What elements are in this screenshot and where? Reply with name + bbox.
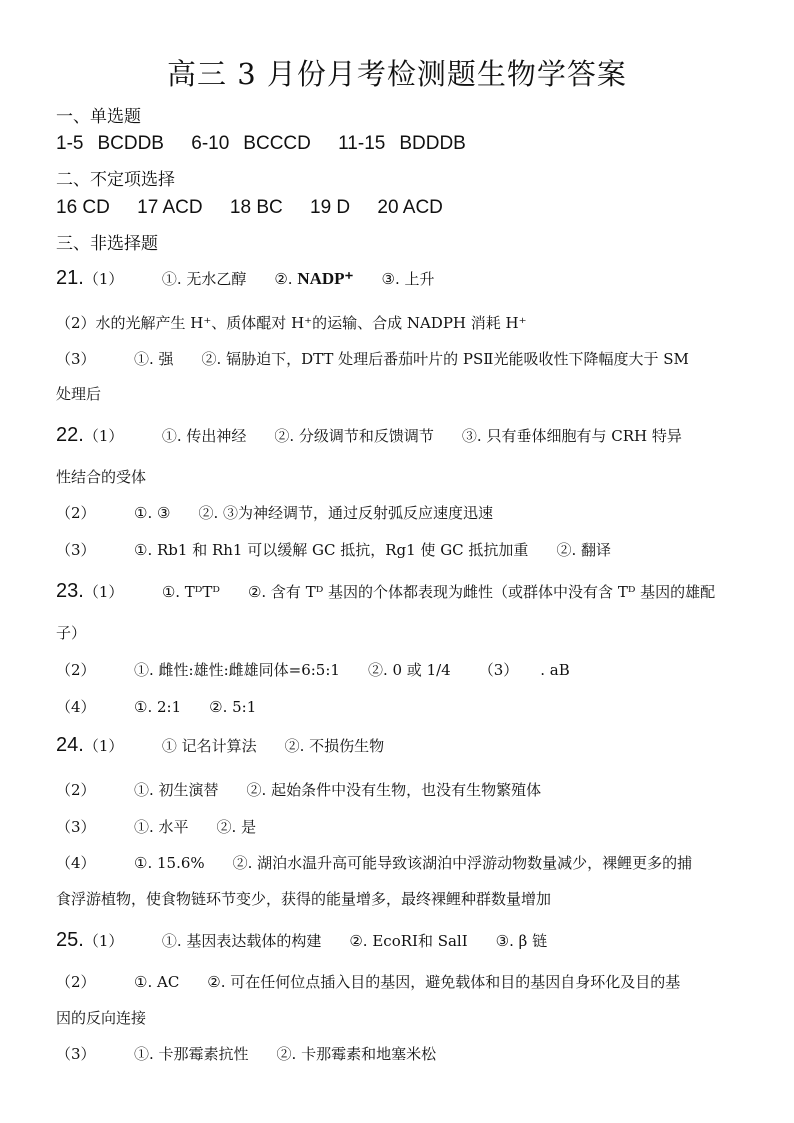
answer-group: 11-15 BDDDB (338, 133, 466, 154)
q24-part1: 24.（1） ① 记名计算法 ②. 不损伤生物 (56, 734, 385, 756)
section-heading-non-choice: 三、非选择题 (56, 234, 158, 254)
question-number: 23. (56, 580, 84, 602)
q24-part2: （2） ①. 初生演替 ②. 起始条件中没有生物，也没有生物繁殖体 (56, 781, 542, 799)
q21-part1: 21.（1） ①. 无水乙醇 ②. NADP⁺ ③. 上升 (56, 267, 435, 289)
answer-group: 1-5 BCDDB (56, 133, 164, 154)
question-number: 25. (56, 929, 84, 951)
section-heading-single-choice: 一、单选题 (56, 107, 141, 127)
single-choice-answers (56, 133, 488, 155)
q23-part1: 23.（1） ①. TᴰTᴰ ②. 含有 Tᴰ 基因的个体都表现为雌性（或群体中没有含 Tᴰ 基因的雄配 (56, 580, 716, 602)
answer-item: 20 ACD (377, 197, 443, 218)
question-number: 21. (56, 267, 84, 289)
q21-part2: （2）水的光解产生 H⁺、质体醌对 H⁺的运输、合成 NADPH 消耗 H⁺ (56, 314, 527, 332)
q24-part4-cont: 食浮游植物，使食物链环节变少，获得的能量增多，最终裸鲤种群数量增加 (56, 890, 552, 908)
answer-item: 19 D (310, 197, 351, 218)
q23-part4: （4） ①. 2:1 ②. 5:1 (56, 698, 257, 716)
q22-part2: （2） ①. ③ ②. ③为神经调节，通过反射弧反应速度迅速 (56, 504, 493, 522)
q25-part2-cont: 因的反向连接 (56, 1009, 147, 1027)
multiple-choice-answers (56, 197, 465, 219)
q24-part3: （3） ①. 水平 ②. 是 (56, 818, 257, 836)
q23-part1-cont: 子） (56, 624, 87, 642)
q24-part4: （4） ①. 15.6% ②. 湖泊水温升高可能导致该湖泊中浮游动物数量减少，裸鲤更多的捕 (56, 854, 693, 872)
answer-item: 16 CD (56, 197, 110, 218)
q25-part1: 25.（1） ①. 基因表达载体的构建 ②. EcoRⅠ和 SalⅠ ③. β 链 (56, 929, 548, 951)
q23-part2: （2） ①. 雌性:雄性:雌雄同体=6:5:1 ②. 0 或 1/4 （3） . aB (56, 661, 570, 679)
q25-part3: （3） ①. 卡那霉素抗性 ②. 卡那霉素和地塞米松 (56, 1045, 437, 1063)
page-title: 高三 3 月份月考检测题生物学答案 (167, 57, 627, 91)
answer-item: 17 ACD (137, 197, 203, 218)
answer-group: 6-10 BCCCD (191, 133, 311, 154)
q22-part1: 22.（1） ①. 传出神经 ②. 分级调节和反馈调节 ③. 只有垂体细胞有与 CRH 特异 (56, 424, 682, 446)
q21-part3-cont: 处理后 (56, 385, 102, 403)
question-number: 24. (56, 734, 84, 756)
answer-item: 18 BC (229, 197, 283, 218)
q25-part2: （2） ①. AC ②. 可在任何位点插入目的基因，避免载体和目的基因自身环化及目的基 (56, 973, 681, 991)
section-heading-multiple-choice: 二、不定项选择 (56, 170, 175, 190)
q22-part1-cont: 性结合的受体 (56, 468, 147, 486)
q22-part3: （3） ①. Rb1 和 Rh1 可以缓解 GC 抵抗，Rg1 使 GC 抵抗加重 ②. 翻译 (56, 541, 611, 559)
q21-part3: （3） ①. 强 ②. 镉胁迫下，DTT 处理后番茄叶片的 PSⅡ光能吸收性下降幅度大于 SM (56, 350, 689, 368)
question-number: 22. (56, 424, 84, 446)
